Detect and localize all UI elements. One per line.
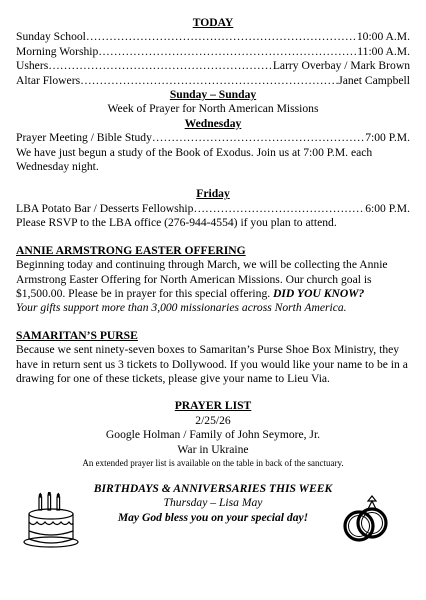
birthday-entry: Thursday – Lisa May xyxy=(163,496,263,510)
schedule-value: 11:00 A.M. xyxy=(357,44,410,58)
annie-body-text: Beginning today and continuing through March, we will be collecting the Annie Armstrong Easter Offering for North American Missions. Our church goal is $1,500.00. Please be in prayer for this special offering. xyxy=(16,258,388,300)
friday-note: Please RSVP to the LBA office (276-944-4554) if you plan to attend. xyxy=(16,216,337,230)
prayer-item: Google Holman / Family of John Seymore, Jr. xyxy=(105,428,321,442)
friday-heading: Friday xyxy=(196,187,230,201)
schedule-label: Prayer Meeting / Bible Study xyxy=(16,131,152,145)
schedule-row-lba-potato-bar xyxy=(16,202,410,216)
week-heading: Sunday – Sunday xyxy=(169,88,257,102)
schedule-value: 10:00 A.M. xyxy=(356,30,410,44)
prayer-date: 2/25/26 xyxy=(195,413,231,427)
annie-italic-note: Your gifts support more than 3,000 missionaries across North America. xyxy=(16,301,347,315)
schedule-value: Janet Campbell xyxy=(338,73,410,87)
prayer-list-heading: PRAYER LIST xyxy=(174,399,252,413)
annie-body xyxy=(16,258,410,316)
blessing-text: May God bless you on your special day! xyxy=(117,510,309,524)
schedule-label: Morning Worship xyxy=(16,44,99,58)
schedule-row-morning-worship xyxy=(16,45,410,59)
today-schedule xyxy=(16,30,410,88)
schedule-row-altar-flowers xyxy=(16,74,410,88)
samaritan-body: Because we sent ninety-seven boxes to Samaritan’s Purse Shoe Box Ministry, they have in return sent us 3 tickets to Dollywood. If you would like your name to be in a drawing for one of these tickets, please give your name to Lieu Via. xyxy=(16,343,408,385)
birthdays-heading: BIRTHDAYS & ANNIVERSARIES THIS WEEK xyxy=(93,481,333,495)
schedule-value: Larry Overbay / Mark Brown xyxy=(272,59,410,73)
schedule-row-sunday-school xyxy=(16,30,410,44)
schedule-row-prayer-meeting xyxy=(16,131,410,145)
wedding-rings-icon xyxy=(340,493,392,545)
birthday-cake-icon xyxy=(22,492,80,550)
samaritan-heading: SAMARITAN’S PURSE xyxy=(16,328,138,342)
schedule-label: Ushers xyxy=(16,59,49,73)
wednesday-heading: Wednesday xyxy=(184,116,242,130)
schedule-row-ushers xyxy=(16,59,410,73)
schedule-label: LBA Potato Bar / Desserts Fellowship xyxy=(16,201,194,215)
annie-heading: ANNIE ARMSTRONG EASTER OFFERING xyxy=(16,243,246,257)
did-you-know: DID YOU KNOW? xyxy=(273,286,365,300)
schedule-value: 6:00 P.M. xyxy=(365,201,410,215)
week-subtitle: Week of Prayer for North American Missions xyxy=(107,102,319,116)
today-heading: TODAY xyxy=(192,16,234,29)
prayer-item: War in Ukraine xyxy=(177,442,249,456)
schedule-label: Altar Flowers xyxy=(16,73,81,87)
schedule-label: Sunday School xyxy=(16,30,86,44)
bulletin-page xyxy=(16,16,410,525)
wednesday-note: We have just begun a study of the Book of Exodus. Join us at 7:00 P.M. each Wednesday night. xyxy=(16,145,373,174)
prayer-list-note: An extended prayer list is available on the table in back of the sanctuary. xyxy=(82,457,344,468)
schedule-value: 7:00 P.M. xyxy=(365,131,410,145)
